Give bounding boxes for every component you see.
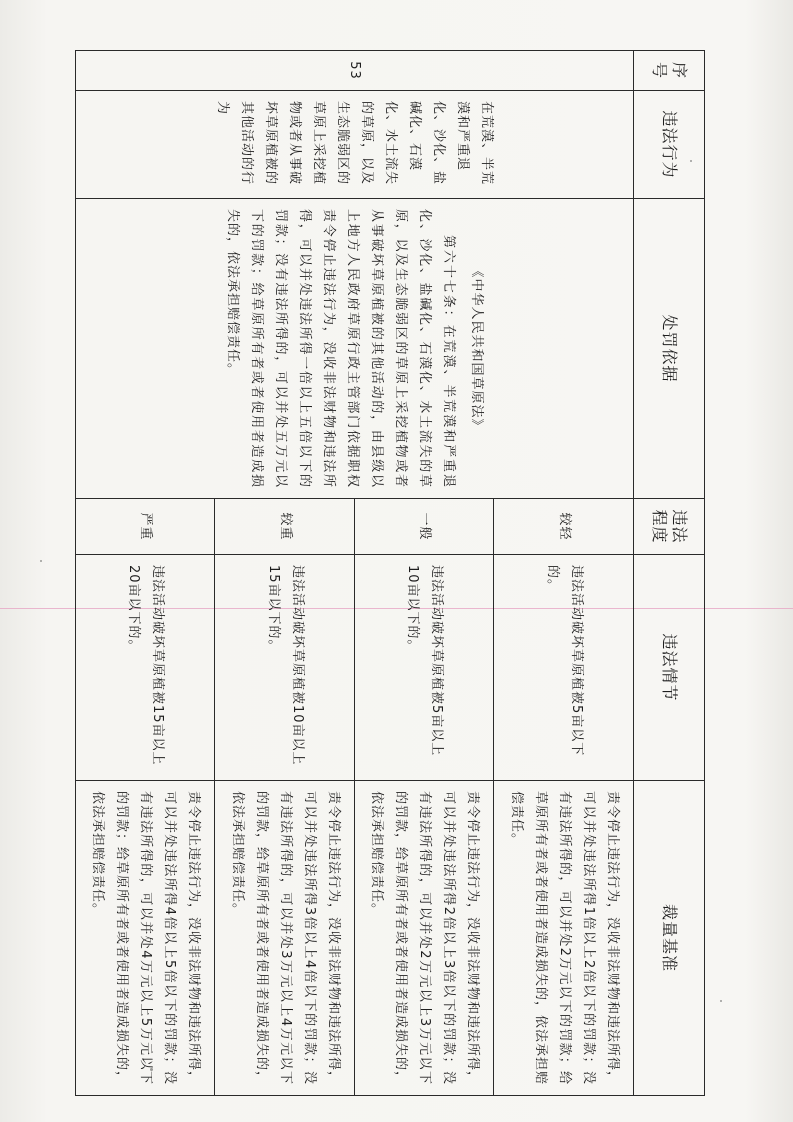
header-act: 违法行为 [634, 91, 705, 199]
header-degree: 违法程度 [634, 499, 705, 555]
table-header-row [634, 51, 705, 1096]
degree-serious: 较重 [215, 499, 355, 555]
penalty-basis-cell [76, 199, 634, 499]
document-page [75, 50, 705, 1095]
scan-speck [40, 560, 42, 562]
header-situation: 违法情节 [634, 555, 705, 781]
header-standard: 裁量基准 [634, 781, 705, 1096]
basis-law-article: 第六十七条：在荒漠、半荒漠和严重退化、沙化、盐碱化、石漠化、水土流失的草原，以及生态脆弱区的草原上采挖植物或者从事破坏草原植被的其他活动的，由县级以上地方人民政府草原行政主管部门依据职权责令停止违法行为，没收非法财物和违法所得，可以并处违法所得一倍以上五倍以下的罚款；没有违法所得的，可以并处五万元以下的罚款；给草原所有者或者使用者造成损失的，依法承担赔偿责任。 [225, 209, 457, 488]
situation-severe: 违法活动破坏草原植被15亩以上20亩以下的。 [76, 555, 216, 781]
row-number: 53 [76, 51, 634, 91]
rotated-table-wrapper [75, 50, 705, 1095]
situation-general: 违法活动破坏草原植被5亩以上10亩以下的。 [355, 555, 495, 781]
basis-law-title: 《中华人民共和国草原法》 [469, 264, 485, 433]
scan-speck [720, 1000, 722, 1002]
header-seq: 序号 [634, 51, 705, 91]
standard-serious: 责令停止违法行为，没收非法财物和违法所得，可以并处违法所得3倍以上4倍以下的罚款；没有违法所得的，可以并处3万元以上4万元以下的罚款，给草原所有者或者使用者造成损失的，依法承担赔偿责任。 [215, 781, 355, 1096]
situation-minor: 违法活动破坏草原植被5亩以下的。 [494, 555, 634, 781]
situation-serious: 违法活动破坏草原植被10亩以上15亩以下的。 [215, 555, 355, 781]
degree-severe: 严重 [76, 499, 216, 555]
degree-general: 一般 [355, 499, 495, 555]
standard-general: 责令停止违法行为，没收非法财物和违法所得，可以并处违法所得2倍以上3倍以下的罚款；没有违法所得的，可以并处2万元以上3万元以下的罚款，给草原所有者或者使用者造成损失的，依法承担赔偿责任。 [355, 781, 495, 1096]
table-row [494, 51, 634, 1096]
header-basis: 处罚依据 [634, 199, 705, 499]
violation-act: 在荒漠、半荒漠和严重退化、沙化、盐碱化、石漠化、水土流失的草原，以及生态脆弱区的草原上采挖植物或者从事破坏草原植被的其他活动的行为 [76, 91, 634, 199]
standard-minor: 责令停止违法行为，没收非法财物和违法所得，可以并处违法所得1倍以上2倍以下的罚款；没有违法所得的，可以并处2万元以下的罚款；给草原所有者或者使用者造成损失的，依法承担赔偿责任。 [494, 781, 634, 1096]
penalty-discretion-table [75, 50, 705, 1096]
degree-minor: 较轻 [494, 499, 634, 555]
standard-severe: 责令停止违法行为，没收非法财物和违法所得，可以并处违法所得4倍以上5倍以下的罚款；没有违法所得的，可以并处4万元以上5万元以下的罚款；给草原所有者或者使用者造成损失的，依法承担赔偿责任。 [76, 781, 216, 1096]
